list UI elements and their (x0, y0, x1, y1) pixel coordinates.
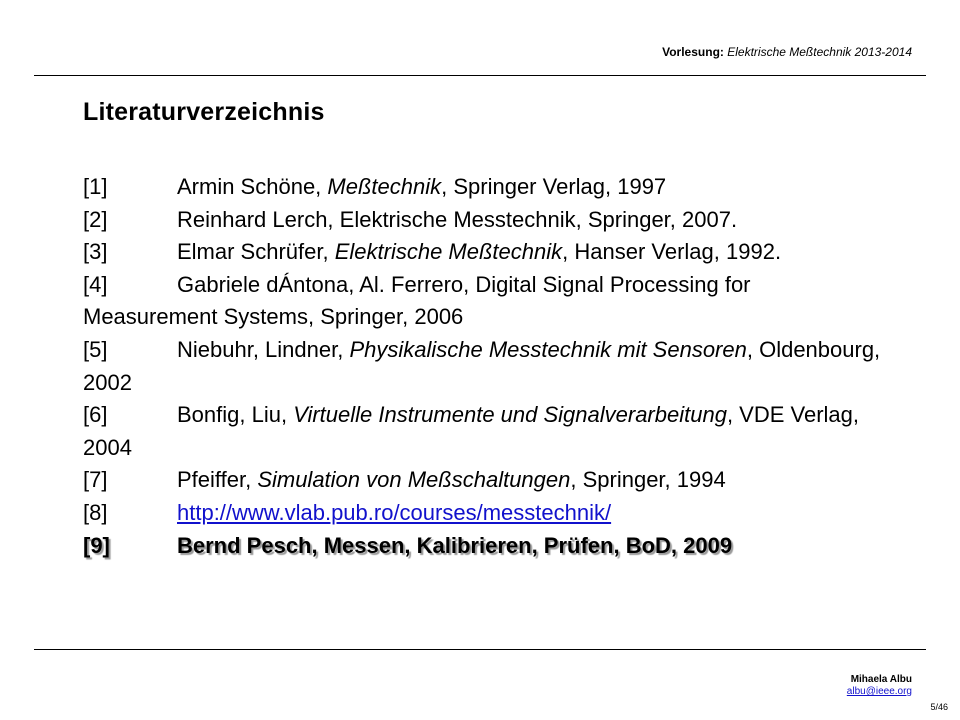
footer-divider (34, 649, 926, 650)
header-label: Vorlesung: (662, 45, 724, 59)
reference-number: [6] (83, 402, 108, 428)
slide-header (662, 45, 912, 59)
reference-link[interactable]: http://www.vlab.pub.ro/courses/messtechnik/ (177, 499, 612, 525)
reference-item (83, 204, 883, 237)
reference-text: Gabriele dÁntona, Al. Ferrero, Digital Signal Processing for Measurement Systems, Springer, 2006 (83, 271, 751, 330)
reference-text: Armin Schöne, (177, 174, 328, 199)
author-email-link[interactable]: albu@ieee.org (846, 686, 912, 697)
reference-text: Niebuhr, Lindner, (177, 336, 350, 362)
reference-text: , Hanser Verlag, 1992. (562, 239, 782, 265)
reference-title: Elektrische Meßtechnik (334, 239, 563, 265)
reference-number: [3] (83, 239, 108, 265)
reference-text: , Springer, 1994 (570, 467, 726, 493)
reference-number: [4] (83, 271, 108, 297)
reference-item (83, 399, 883, 464)
reference-item (83, 171, 883, 204)
author-name: Mihaela Albu (850, 674, 912, 685)
reference-title: Meßtechnik (327, 174, 442, 199)
reference-text: Reinhard Lerch, Elektrische Messtechnik, Springer, 2007. (177, 206, 738, 232)
reference-item (83, 334, 883, 399)
slide-footer (847, 674, 912, 698)
reference-number: [8] (83, 499, 108, 525)
reference-text: , Oldenbourg, 2002 (83, 336, 881, 395)
reference-text: Bonfig, Liu, (177, 402, 294, 428)
reference-text: Elmar Schrüfer, (177, 239, 335, 265)
reference-title: Virtuelle Instrumente und Signalverarbeitung (293, 402, 727, 428)
reference-number: [9] (83, 532, 110, 558)
reference-number: [7] (83, 467, 108, 493)
reference-number: [5] (83, 336, 108, 362)
reference-item (83, 464, 883, 497)
header-course: Elektrische Meßtechnik 2013-2014 (727, 45, 912, 59)
page-title: Literaturverzeichnis (83, 98, 325, 126)
reference-title: Physikalische Messtechnik mit Sensoren (349, 336, 747, 362)
reference-number: [1] (83, 174, 108, 199)
reference-text: Bernd Pesch, Messen, Kalibrieren, Prüfen, BoD, 2009 (177, 532, 733, 558)
reference-item (83, 530, 883, 563)
reference-item (83, 497, 883, 530)
reference-text: Pfeiffer, (177, 467, 258, 493)
reference-item (83, 269, 883, 334)
reference-title: Simulation von Meßschaltungen (257, 467, 571, 493)
reference-item (83, 236, 883, 269)
header-divider (34, 75, 926, 76)
reference-text: , Springer Verlag, 1997 (441, 174, 667, 199)
reference-number: [2] (83, 206, 108, 232)
reference-list (83, 171, 883, 562)
page-number: 5/46 (930, 702, 948, 712)
reference-text: , VDE Verlag, 2004 (83, 402, 860, 460)
